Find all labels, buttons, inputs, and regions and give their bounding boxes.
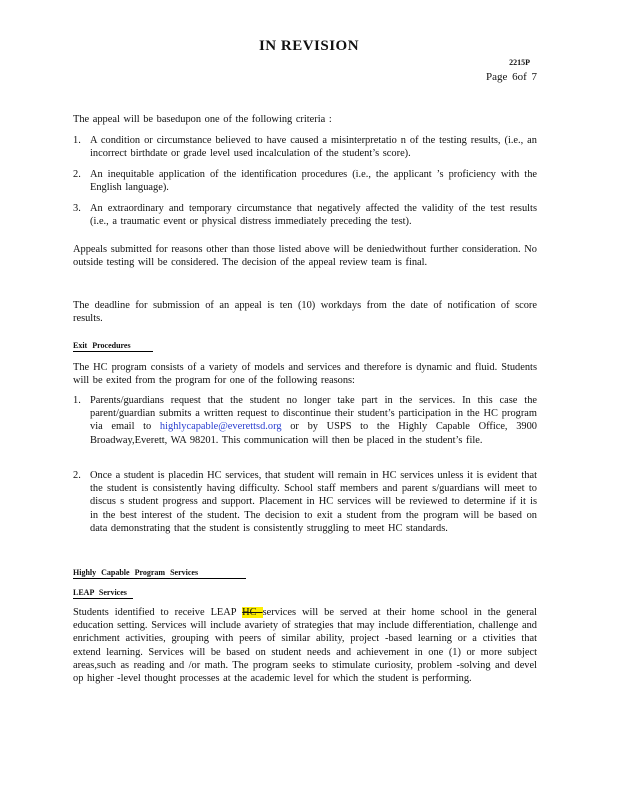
highlighted-struck-text: HC bbox=[242, 607, 263, 618]
exit-reason-text bbox=[90, 394, 537, 447]
leap-text-before: Students identified to receive LEAP bbox=[73, 607, 243, 618]
leap-services-heading: LEAP Services bbox=[73, 588, 133, 599]
exit-reason-2 bbox=[73, 469, 537, 535]
criteria-text: An inequitable application of the identification procedures (i.e., the applicant ’s proficiency with the English language). bbox=[90, 169, 537, 194]
criteria-text: An extraordinary and temporary circumstance that negatively affected the validity of the test results (i.e., a traumatic event or physical distress immediately preceding the test). bbox=[90, 203, 537, 228]
criteria-text: A condition or circumstance believed to have caused a misinterpretatio n of the testing results, (i.e., an incorrect birthdate or grade level used incalculation of the student’s score). bbox=[90, 135, 537, 160]
exit-procedures-heading: Exit Procedures bbox=[73, 341, 153, 352]
criteria-item-2 bbox=[73, 168, 537, 194]
criteria-item-1 bbox=[73, 134, 537, 160]
exit-reason-number: 1. bbox=[73, 395, 81, 406]
exit-intro: The HC program consists of a variety of models and services and therefore is dynamic and fluid. Students will be exited from the program for one of the following reasons: bbox=[73, 362, 537, 387]
exit-reason-text: Once a student is placedin HC services, that student will remain in HC services unless it is evident that the student is consistently having difficulty. School staff members and parent s/guardians will meet to discus s student progress and support. Placement in HC services will be reviewed to determine if it is in the best interest of the student. The decision to exit a student from the program will be based on data demonstrating that the student is consistently struggling to meet HC standards. bbox=[90, 470, 537, 534]
exit-reason-1 bbox=[73, 394, 537, 447]
document-number: 2215P bbox=[509, 58, 530, 67]
criteria-number: 1. bbox=[73, 135, 81, 146]
leap-paragraph bbox=[73, 606, 537, 685]
criteria-number: 3. bbox=[73, 203, 81, 214]
exit-reason-text-after: or by USPS to the Highly Capable Office, 3900 Broadway,Everett, WA 98201. This communication will then be placed in the student’s file. bbox=[90, 421, 537, 446]
leap-text-after: services will be served at their home school in the general education setting. Services will include avariety of strategies that may include differentiation, challenge and enrichment activities, grouping with peers of similar ability, project -based learning or a ctivities that extend learning. Services will be based on student needs and achievement in one (1) or more subject areas,such as reading and /or math. The program seeks to stimulate curiosity, problem -solving and devel op higher -level thought processes at the academic level for which the student is performing. bbox=[73, 607, 537, 685]
appeal-denial-paragraph: Appeals submitted for reasons other than those listed above will be deniedwithout further consideration. No outside testing will be considered. The decision of the appeal review team is final. bbox=[73, 244, 537, 269]
appeal-intro: The appeal will be basedupon one of the following criteria : bbox=[73, 114, 332, 125]
page-title: IN REVISION bbox=[258, 38, 360, 54]
hc-program-services-heading: Highly Capable Program Services bbox=[73, 568, 246, 579]
criteria-item-3 bbox=[73, 202, 537, 228]
exit-reason-number: 2. bbox=[73, 470, 81, 481]
criteria-number: 2. bbox=[73, 169, 81, 180]
page-indicator: Page 6of 7 bbox=[485, 71, 537, 83]
appeal-deadline-paragraph: The deadline for submission of an appeal is ten (10) workdays from the date of notification of score results. bbox=[73, 300, 537, 325]
exit-reason-text-before: Parents/guardians request that the student no longer take part in the services. In this case the parent/guardian submits a written request to discontinue their student’s participation in the HC program via email to bbox=[90, 395, 537, 433]
email-link[interactable]: highlycapable@everettsd.org bbox=[159, 421, 282, 433]
